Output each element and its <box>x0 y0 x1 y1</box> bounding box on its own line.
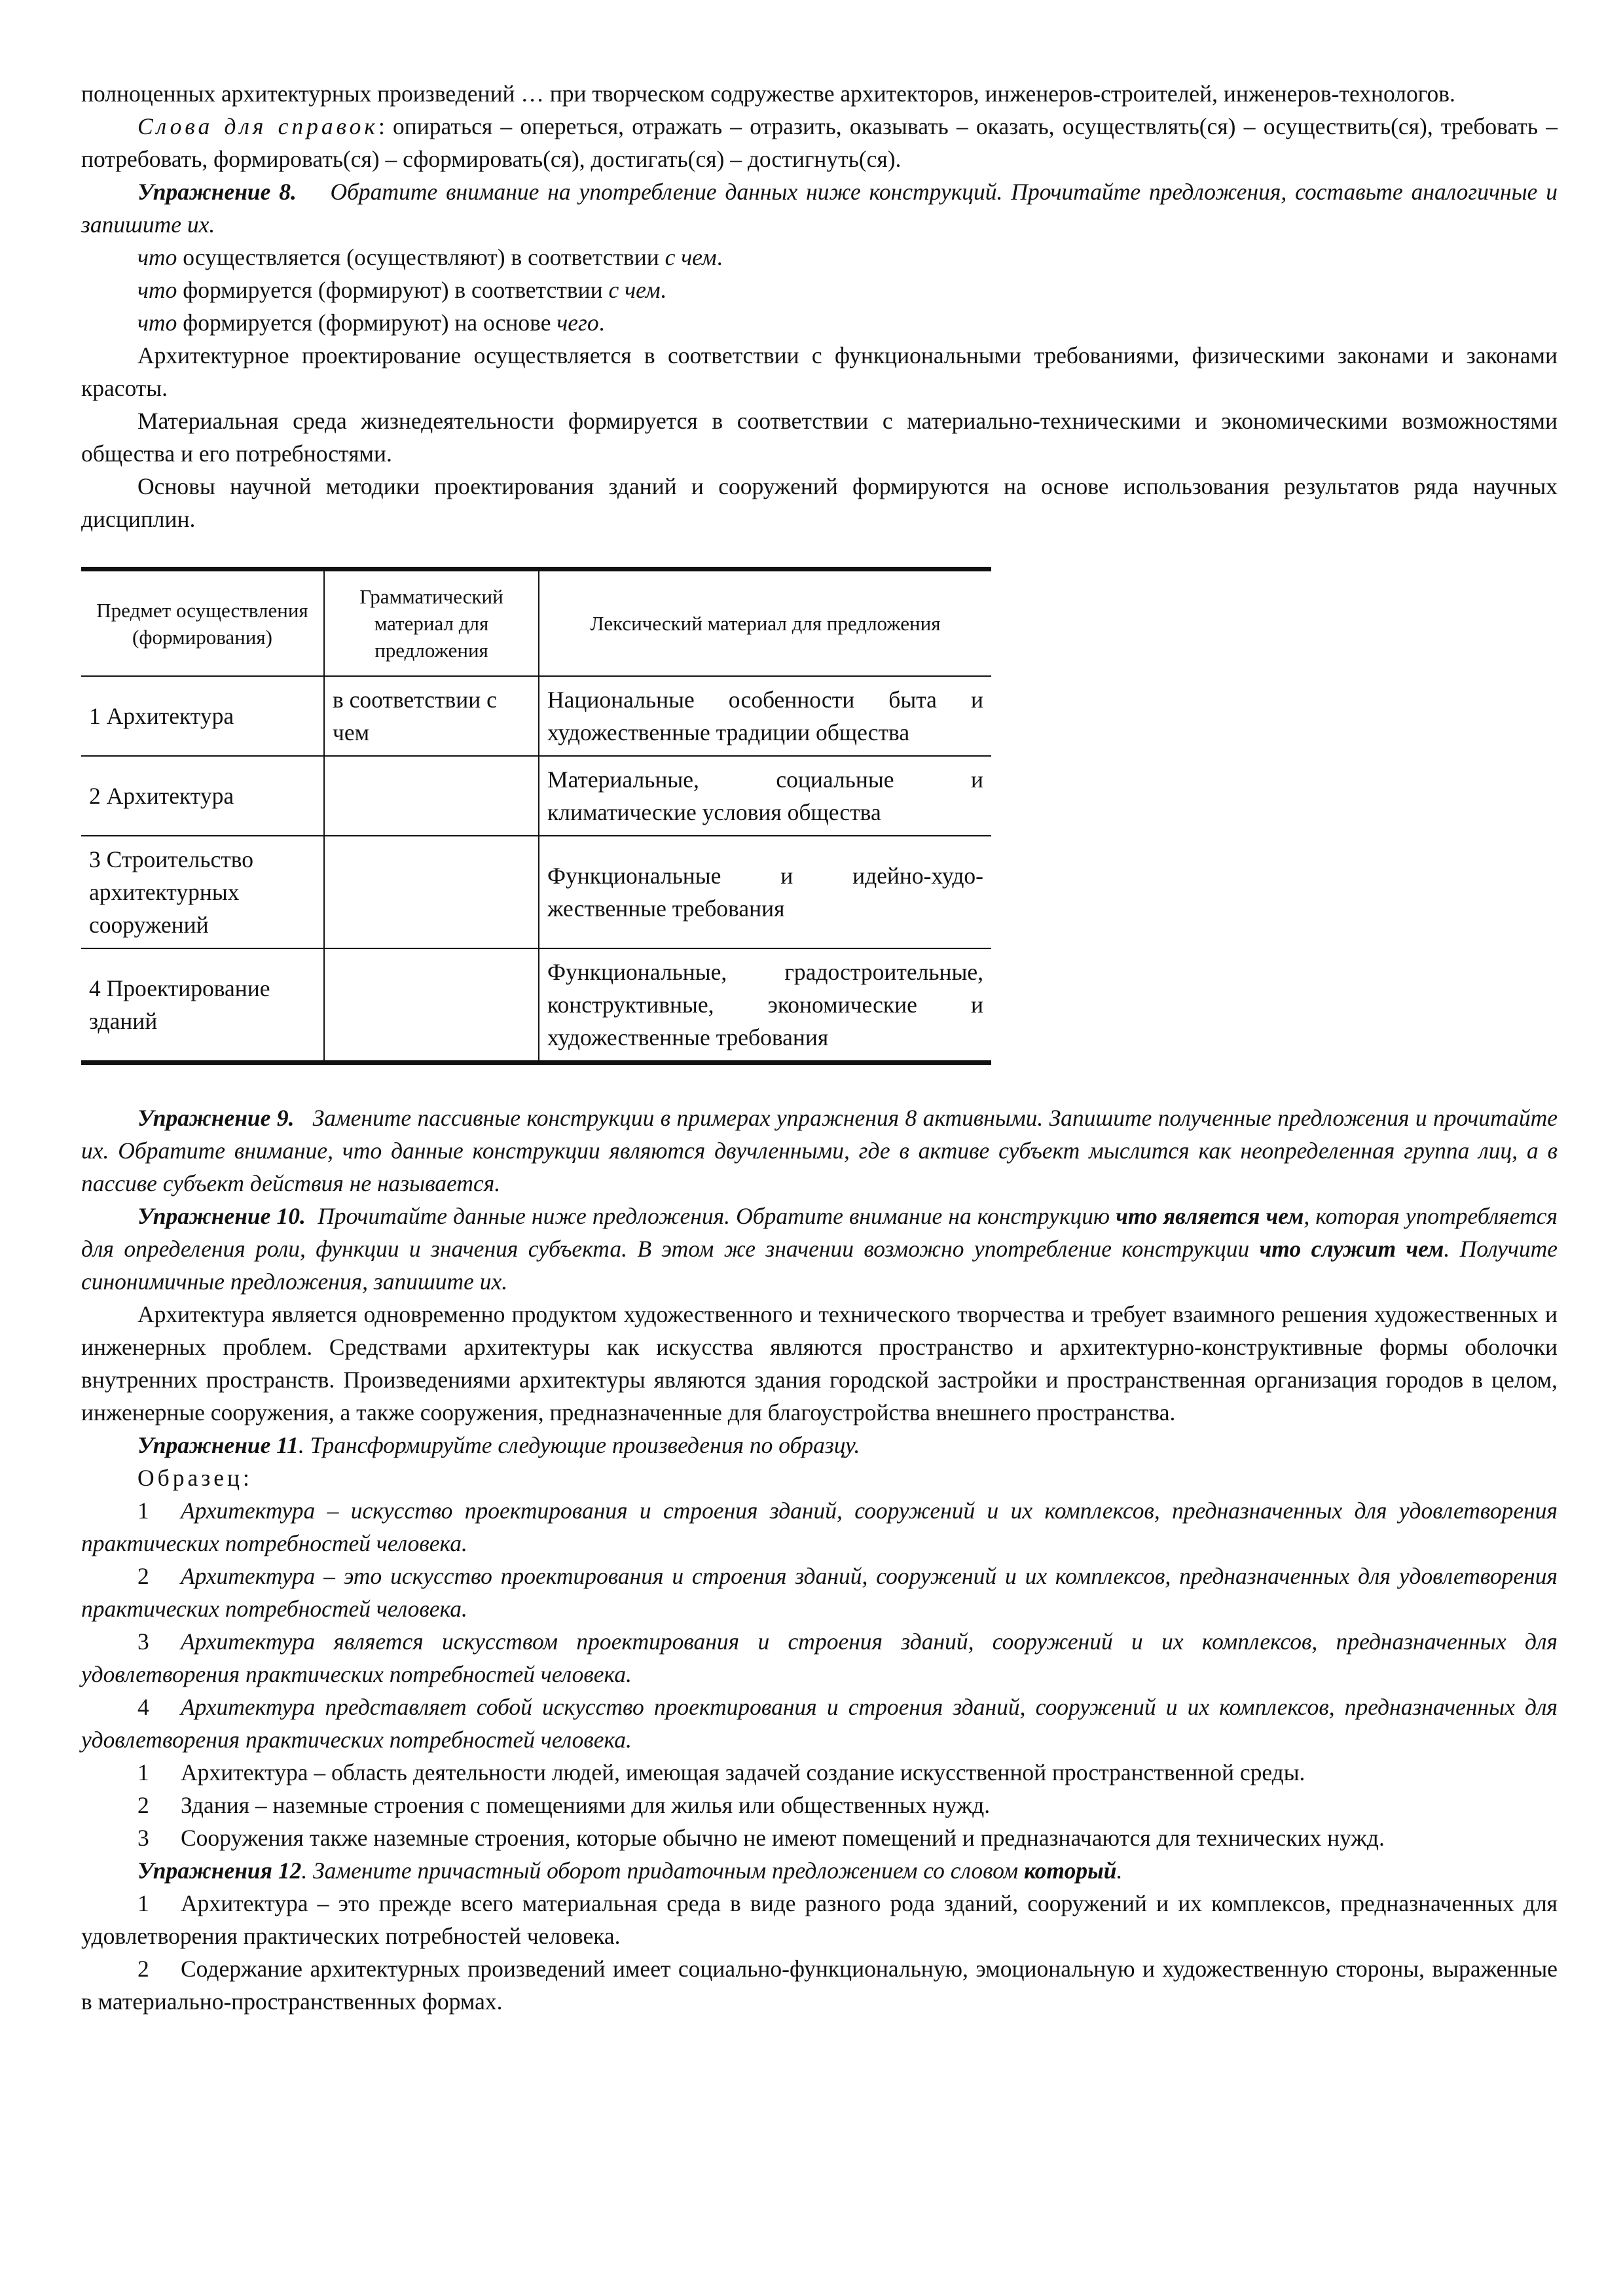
cell-subject: 4 Проектирование зданий <box>81 948 324 1063</box>
exercise-12-item-1: 1 Архитектура – это прежде всего материальная среда в виде разного рода зданий, сооружений и их комплексов, предназначенных для удовлетворения практических потребностей человека. <box>81 1890 1558 1949</box>
sample-label: Образец: <box>137 1465 253 1491</box>
cell-lexical: Функциональные и идейно-худо-жественные требования <box>539 836 991 948</box>
exercise-9-title: Упражнение 9. <box>137 1105 295 1131</box>
words-label: Слова для справок <box>137 113 378 139</box>
cell-subject: 2 Архитектура <box>81 756 324 836</box>
exercise-10: Упражнение 10. Прочитайте данные ниже предложения. Обратите внимание на конструкцию что является чем, которая употребляется для определения роли, функции и значения субъекта. В этом же значении возможно употребление конструкции что служит чем. Получите синонимичные предложения, запишите их. <box>81 1203 1558 1295</box>
exercise-11-item-3: 3 Сооружения также наземные строения, которые обычно не имеют помещений и предназначаются для технических нужд. <box>137 1825 1385 1851</box>
sample-2: 2 Архитектура – это искусство проектирования и строения зданий, сооружений и их комплексов, предназначенных для удовлетворения практических потребностей человека. <box>81 1563 1558 1622</box>
example-sentence-1: Архитектурное проектирование осуществляется в соответствии с функциональными требованиями, физическими законами и законами красоты. <box>81 342 1558 401</box>
paragraph-continuation: полноценных архитектурных произведений … при творческом содружестве архитекторов, инженеров-строителей, инженеров-технологов. <box>81 81 1455 107</box>
exercise-8-heading <box>81 175 1558 241</box>
exercise-11-item-2: 2 Здания – наземные строения с помещениями для жилья или общественных нужд. <box>137 1792 991 1818</box>
exercise-11-item-1: 1 Архитектура – область деятельности людей, имеющая задачей создание искусственной пространственной среды. <box>137 1759 1305 1785</box>
exercise-12: Упражнения 12. Замените причастный оборот придаточным предложением со словом который. <box>137 1857 1123 1884</box>
table-row <box>81 836 991 948</box>
header-lexical: Лексический материал для предложения <box>539 569 991 677</box>
header-subject: Предмет осуществления (формирования) <box>81 569 324 677</box>
words-for-reference <box>81 110 1558 175</box>
example-sentence-2: Материальная среда жизнедеятельности формируется в соответствии с материально-техническими и экономическими возможностями общества и его потребностями. <box>81 408 1558 467</box>
table-header-row <box>81 569 991 677</box>
example-sentence-3: Основы научной методики проектирования зданий и сооружений формируются на основе использования результатов ряда научных дисциплин. <box>81 473 1558 532</box>
exercise-8-title: Упражнение 8. <box>137 179 297 205</box>
sample-1: 1 Архитектура – искусство проектирования и строения зданий, сооружений и их комплексов, предназначенных для удовлетворения практических потребностей человека. <box>81 1498 1558 1556</box>
lexical-table <box>81 567 991 1065</box>
document-page <box>81 77 1558 2018</box>
exercise-9 <box>81 1102 1558 1200</box>
exercise-11 <box>81 1429 1558 1462</box>
cell-subject: 3 Строительство архитектурных сооружений <box>81 836 324 948</box>
words-list: : опираться – опереться, отражать – отразить, оказывать – оказать, осуществлять(ся) – осуществить(ся), требовать – потребовать, формировать(ся) – сформировать(ся), достигать(ся) – достигнуть(ся). <box>81 113 1558 172</box>
table-row <box>81 756 991 836</box>
exercise-10-title: Упражнение 10. <box>137 1203 306 1229</box>
sample-4: 4 Архитектура представляет собой искусство проектирования и строения зданий, сооружений и их комплексов, предназначенных для удовлетворения практических потребностей человека. <box>81 1694 1558 1753</box>
exercise-9-task: Замените пассивные конструкции в примерах упражнения 8 активными. Запишите полученные предложения и прочитайте их. Обратите внимание, что данные конструкции являются двучленными, где в активе субъект мыслится как неопределенная группа лиц, а в пассиве субъект действия не называется. <box>81 1105 1558 1196</box>
construction-2: что формируется (формируют) в соответствии с чем. <box>137 277 666 303</box>
sample-3: 3 Архитектура является искусством проектирования и строения зданий, сооружений и их комплексов, предназначенных для удовлетворения практических потребностей человека. <box>81 1628 1558 1687</box>
construction-1: что осуществляется (осуществляют) в соответствии с чем. <box>137 244 723 270</box>
cell-grammar <box>324 836 539 948</box>
header-grammar: Грамматический материал для предложения <box>324 569 539 677</box>
exercise-12-title: Упражнения 12 <box>137 1857 302 1884</box>
cell-grammar <box>324 756 539 836</box>
exercise-11-task: . Трансформируйте следующие произведения по образцу. <box>298 1432 860 1458</box>
cell-grammar <box>324 948 539 1063</box>
construction-3: что формируется (формируют) на основе чего. <box>137 310 605 336</box>
exercise-8-task: Обратите внимание на употребление данных ниже конструкций. Прочитайте предложения, составьте аналогичные и запишите их. <box>81 179 1558 238</box>
cell-subject: 1 Архитектура <box>81 676 324 756</box>
exercise-11-title: Упражнение 11 <box>137 1432 299 1458</box>
cell-lexical: Функциональные, градостроительные, конструктивные, экономические и художественные требования <box>539 948 991 1063</box>
cell-lexical: Материальные, социальные и климатические условия общества <box>539 756 991 836</box>
cell-lexical: Национальные особенности быта и художественные традиции общества <box>539 676 991 756</box>
exercise-12-item-2: 2 Содержание архитектурных произведений имеет социально-функциональную, эмоциональную и художественную стороны, выраженные в материально-пространственных формах. <box>81 1956 1558 2015</box>
cell-grammar: в соответствии с чем <box>324 676 539 756</box>
exercise-10-text: Архитектура является одновременно продуктом художественного и технического творчества и требует взаимного решения художественных и инженерных проблем. Средствами архитектуры как искусства являются пространство и архитектурно-конструктивные формы оболочки внутренних пространств. Произведениями архитектуры являются здания городской застройки и пространственная организация городов в целом, инженерные сооружения, а также сооружения, предназначенные для благоустройства внешнего пространства. <box>81 1301 1558 1426</box>
table-row <box>81 948 991 1063</box>
table-row <box>81 676 991 756</box>
